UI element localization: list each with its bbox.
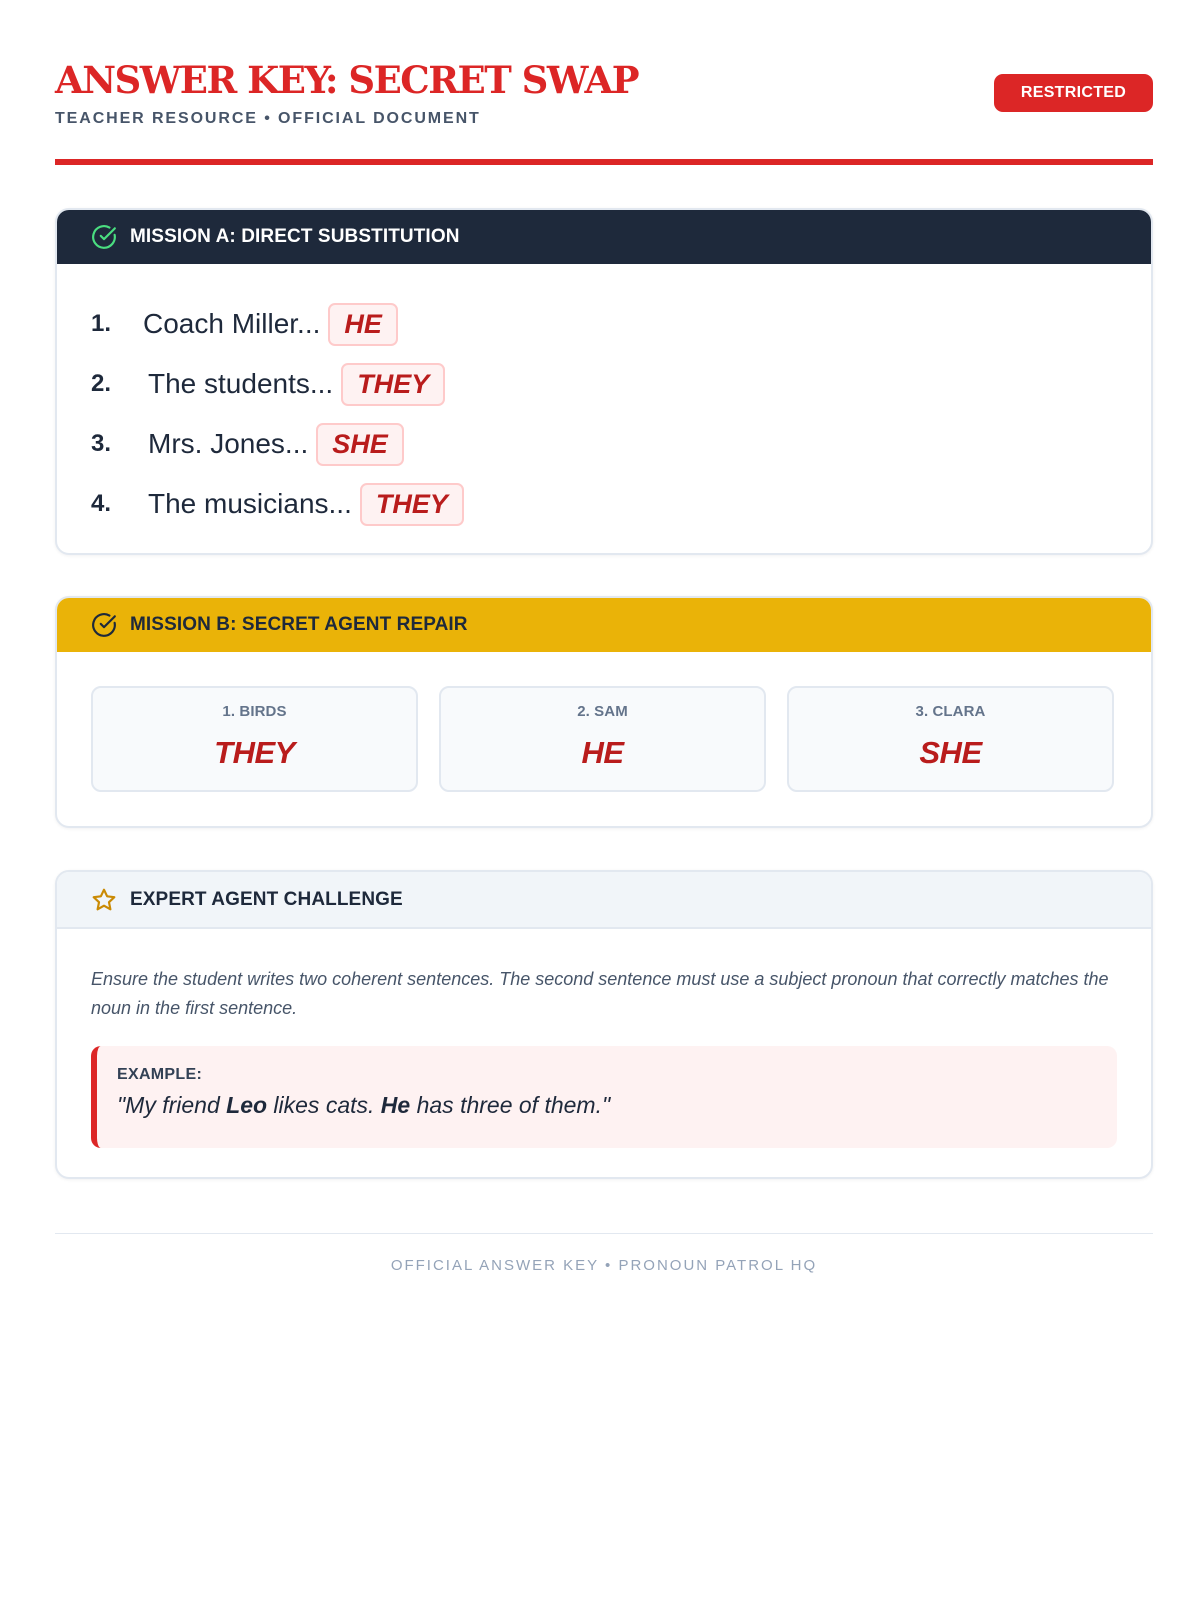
- answer-tile: [787, 686, 1114, 792]
- answer-pill: HE: [328, 303, 398, 346]
- check-circle-icon: [91, 612, 117, 638]
- page-subtitle: TEACHER RESOURCE • OFFICIAL DOCUMENT: [55, 110, 481, 127]
- footer-divider: [55, 1233, 1153, 1234]
- answer-pill: THEY: [360, 483, 464, 526]
- example-label: EXAMPLE:: [117, 1066, 203, 1083]
- answer-key-page: [55, 0, 1153, 1274]
- mission-b-answers: [57, 652, 1151, 792]
- example-part: likes cats.: [267, 1092, 381, 1118]
- mission-a-title: MISSION A: DIRECT SUBSTITUTION: [130, 226, 460, 247]
- example-sentence: [117, 1092, 1117, 1119]
- mission-b-card: [55, 596, 1153, 828]
- answer-pill: THEY: [341, 363, 445, 406]
- item-text: The musicians...: [148, 488, 352, 519]
- tile-label: 1. BIRDS: [222, 703, 287, 720]
- item-number: 2.: [91, 370, 112, 397]
- answer-tile: [439, 686, 766, 792]
- list-item: [91, 474, 1151, 534]
- item-text: The students...: [148, 368, 334, 399]
- expert-challenge-card: [55, 870, 1153, 1179]
- mission-a-list: [57, 264, 1151, 534]
- item-number: 1.: [91, 310, 112, 337]
- item-number: 3.: [91, 430, 112, 457]
- page-footer: OFFICIAL ANSWER KEY • PRONOUN PATROL HQ: [390, 1257, 818, 1274]
- challenge-header: [57, 872, 1151, 929]
- challenge-instructions: Ensure the student writes two coherent sentences. The second sentence must use a subject pronoun that correctly matches the noun in the first sentence.: [91, 969, 1109, 1018]
- list-item: [91, 294, 1151, 354]
- restricted-badge: RESTRICTED: [994, 74, 1153, 112]
- item-text: Mrs. Jones...: [148, 428, 309, 459]
- tile-answer: THEY: [214, 735, 295, 770]
- tile-label: 3. CLARA: [915, 703, 986, 720]
- list-item: [91, 414, 1151, 474]
- tile-answer: SHE: [919, 735, 982, 770]
- example-part: "My friend: [117, 1092, 227, 1118]
- list-item: [91, 354, 1151, 414]
- example-box: [91, 1046, 1117, 1148]
- item-text: Coach Miller...: [143, 308, 321, 339]
- page-header: [55, 0, 1153, 165]
- tile-label: 2. SAM: [577, 703, 628, 720]
- mission-a-card: [55, 208, 1153, 555]
- mission-b-header: [57, 598, 1151, 652]
- answer-tile: [91, 686, 418, 792]
- mission-b-title: MISSION B: SECRET AGENT REPAIR: [130, 614, 468, 635]
- page-title: ANSWER KEY: SECRET SWAP: [55, 58, 639, 102]
- star-icon: [91, 887, 117, 913]
- example-noun: Leo: [226, 1092, 268, 1118]
- header-divider: [55, 159, 1153, 165]
- tile-answer: HE: [581, 735, 624, 770]
- example-pronoun: He: [380, 1092, 411, 1118]
- item-number: 4.: [91, 490, 112, 517]
- mission-a-header: [57, 210, 1151, 264]
- answer-pill: SHE: [316, 423, 404, 466]
- challenge-title: EXPERT AGENT CHALLENGE: [130, 888, 403, 910]
- check-circle-icon: [91, 224, 117, 250]
- example-part: has three of them.": [410, 1092, 611, 1118]
